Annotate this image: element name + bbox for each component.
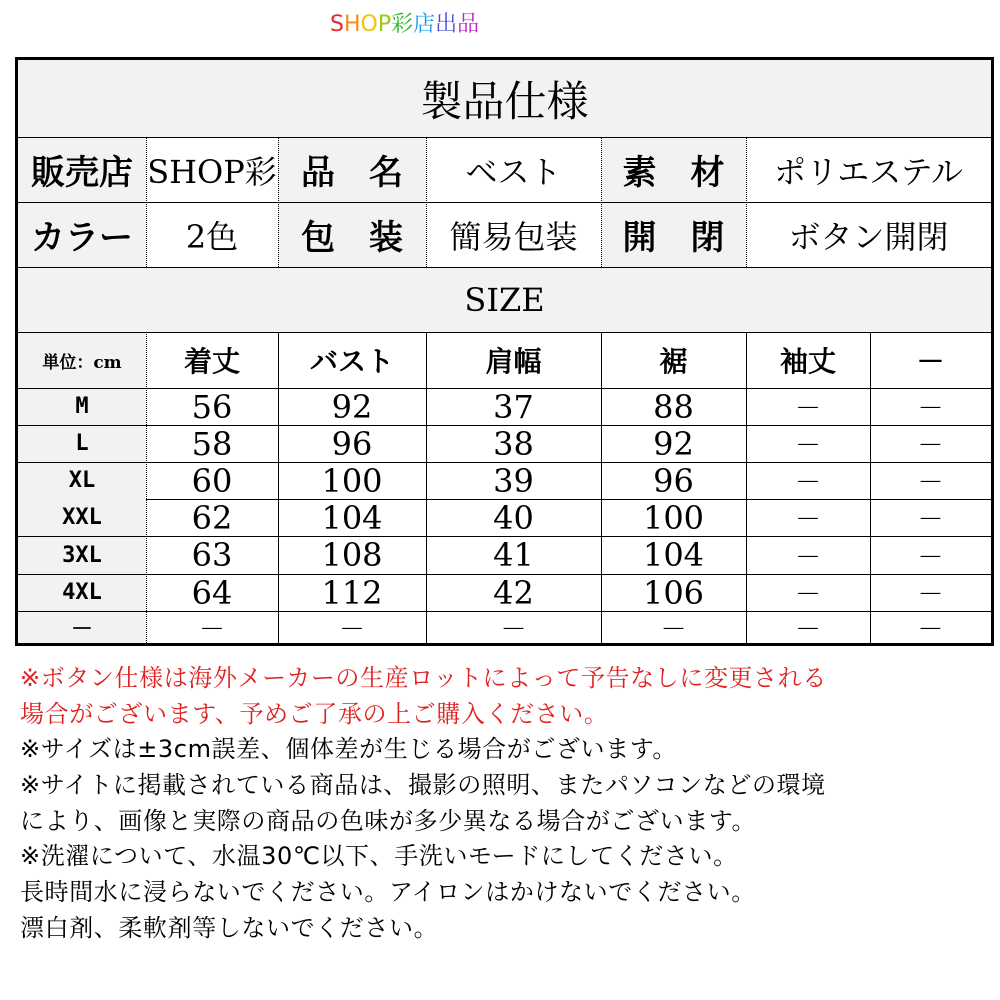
- logo-letter: 店: [413, 12, 436, 37]
- table-rule: [18, 137, 991, 138]
- shop-logo: [330, 9, 530, 41]
- size-value: －: [794, 542, 821, 573]
- note-line: 長時間水に浸らないでください。アイロンはかけないでください。: [20, 878, 756, 907]
- size-value: 40: [493, 499, 534, 536]
- size-value: －: [917, 468, 944, 498]
- notes: [20, 661, 990, 947]
- size-value: 62: [191, 499, 233, 536]
- spec-label: 包 装: [278, 202, 426, 267]
- size-value: 39: [493, 462, 534, 499]
- size-value: －: [917, 505, 944, 535]
- size-value: －: [660, 614, 687, 643]
- size-column-header: バスト: [309, 345, 394, 378]
- note-line: ※洗濯について、水温30℃以下、手洗いモードにしてください。: [20, 842, 738, 871]
- size-column-header: －: [916, 345, 945, 378]
- size-value: －: [794, 394, 821, 424]
- size-value: 56: [191, 388, 233, 425]
- note-line: ※サイズは±3cm誤差、個体差が生じる場合がございます。: [20, 735, 678, 764]
- size-row-label: L: [18, 425, 146, 462]
- spec-label: 販売店: [18, 137, 146, 202]
- size-value: 106: [642, 574, 705, 611]
- spec-value: ポリエステル: [773, 152, 964, 191]
- size-value: 92: [331, 388, 373, 425]
- size-value: －: [500, 614, 527, 643]
- table-rule: [18, 611, 991, 612]
- logo-letter: O: [360, 12, 378, 37]
- table-rule: [278, 137, 279, 267]
- logo-letter: P: [377, 12, 392, 37]
- size-value: 42: [493, 574, 534, 611]
- logo-letter: S: [330, 12, 344, 37]
- size-value: 100: [642, 499, 705, 536]
- size-column-header: 裾: [659, 345, 688, 378]
- size-title: SIZE: [18, 267, 991, 332]
- table-rule: [146, 137, 147, 267]
- size-value: －: [794, 431, 821, 461]
- size-value: 92: [653, 425, 694, 462]
- note-line: 場合がございます、予めご了承の上ご購入ください。: [20, 699, 609, 728]
- table-rule: [146, 332, 147, 643]
- table-rule: [746, 332, 747, 643]
- spec-label: 素 材: [601, 137, 746, 202]
- spec-label: 開 閉: [601, 202, 746, 267]
- size-column-header: 袖丈: [779, 345, 836, 378]
- spec-title: 製品仕様: [18, 60, 991, 137]
- size-value: 112: [321, 574, 383, 611]
- size-value: －: [794, 505, 821, 535]
- logo-letter: 彩: [391, 12, 414, 37]
- unit-label: 単位：cm: [18, 332, 146, 388]
- size-value: －: [917, 580, 944, 610]
- spec-label: カラー: [18, 202, 146, 267]
- size-value: 37: [493, 388, 534, 425]
- table-rule: [18, 267, 991, 268]
- size-value: 104: [321, 499, 383, 536]
- table-rule: [426, 332, 427, 643]
- table-rule: [18, 574, 991, 575]
- size-row-label: M: [18, 388, 146, 425]
- size-value: －: [917, 542, 944, 573]
- size-value: 41: [493, 536, 534, 574]
- table-rule: [601, 137, 602, 267]
- logo-letter: 品: [457, 12, 480, 37]
- table-rule: [746, 137, 747, 267]
- spec-value: 簡易包装: [449, 217, 578, 256]
- table-rule: [146, 499, 991, 500]
- size-value: 96: [331, 425, 373, 462]
- size-value: －: [917, 614, 944, 643]
- table-rule: [18, 202, 991, 203]
- spec-value: ボタン開閉: [788, 217, 949, 256]
- logo-letter: 出: [435, 12, 458, 37]
- spec-value: 2色: [185, 217, 239, 256]
- table-rule: [18, 388, 991, 389]
- size-value: －: [338, 614, 365, 643]
- note-line: ※サイトに掲載されている商品は、撮影の照明、またパソコンなどの環境: [20, 771, 826, 800]
- size-value: －: [794, 614, 821, 643]
- size-value: 64: [191, 574, 233, 611]
- size-value: 63: [191, 536, 233, 574]
- size-value: 58: [191, 425, 233, 462]
- size-value: 96: [653, 462, 694, 499]
- size-value: 108: [321, 536, 383, 574]
- size-column-header: 着丈: [183, 345, 240, 378]
- size-row-label: 4XL: [18, 574, 146, 611]
- size-row-label: XXL: [18, 499, 146, 536]
- note-line: により、画像と実際の商品の色味が多少異なる場合がございます。: [20, 806, 757, 835]
- size-value: －: [794, 580, 821, 610]
- size-value: 60: [191, 462, 233, 499]
- table-rule: [18, 332, 991, 333]
- size-row-label: 3XL: [18, 536, 146, 574]
- table-rule: [18, 425, 991, 426]
- size-value: 88: [653, 388, 694, 425]
- table-rule: [278, 332, 279, 643]
- size-value: 100: [321, 462, 383, 499]
- table-rule: [18, 462, 991, 463]
- logo-letter: H: [343, 12, 361, 37]
- size-value: －: [917, 394, 944, 424]
- table-rule: [870, 332, 871, 643]
- note-line: ※ボタン仕様は海外メーカーの生産ロットによって予告なしに変更される: [20, 664, 827, 692]
- product-spec-sheet: [15, 57, 994, 646]
- size-row-label: XL: [18, 462, 146, 499]
- table-rule: [426, 137, 427, 267]
- note-line: 漂白剤、柔軟剤等しないでください。: [20, 913, 439, 942]
- size-value: 104: [642, 536, 705, 574]
- spec-value: SHOP彩: [147, 152, 277, 191]
- table-rule: [18, 536, 991, 537]
- size-value: －: [794, 468, 821, 498]
- size-value: 38: [493, 425, 534, 462]
- table-rule: [601, 332, 602, 643]
- size-value: －: [917, 431, 944, 461]
- size-column-header: 肩幅: [485, 345, 542, 378]
- size-row-label: －: [18, 611, 146, 643]
- spec-value: ベスト: [465, 152, 562, 191]
- size-value: －: [198, 614, 225, 643]
- spec-label: 品 名: [278, 137, 426, 202]
